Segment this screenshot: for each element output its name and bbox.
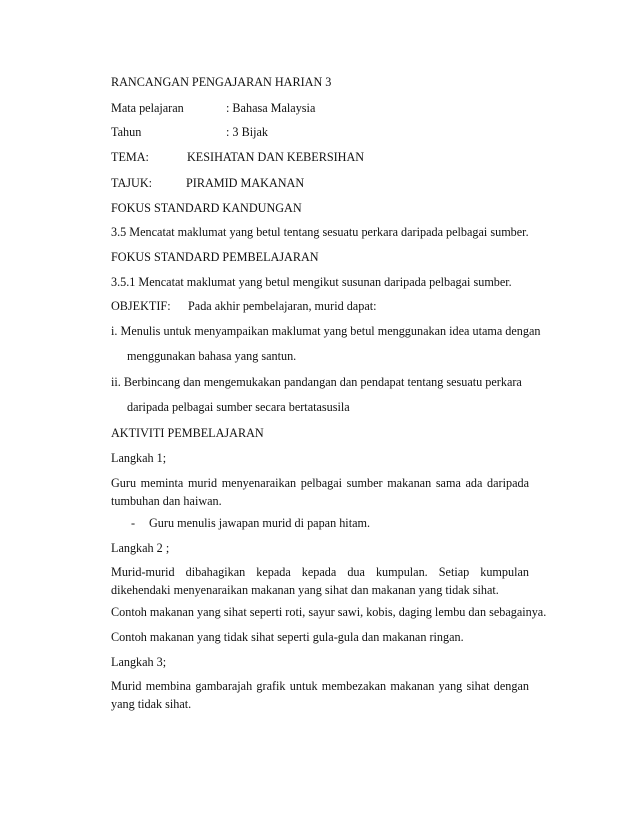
step-3-label: Langkah 3; [111, 655, 167, 669]
subject-label: Mata pelajaran [111, 101, 184, 115]
topic-label: TAJUK: [111, 176, 153, 190]
step-1-text: Guru meminta murid menyenaraikan pelbagai sumber makanan sama ada daripada tumbuhan dan haiwan. [111, 476, 529, 508]
objective-ii-line-2: daripada pelbagai sumber secara bertatasusila [127, 400, 350, 414]
step-2-label: Langkah 2 ; [111, 541, 170, 555]
objective-i-line-1: i. Menulis untuk menyampaikan maklumat yang betul menggunakan idea utama dengan [111, 324, 541, 338]
step-1-sub-dash: - [131, 516, 136, 530]
learning-standard-text: 3.5.1 Mencatat maklumat yang betul mengikut susunan daripada pelbagai sumber. [111, 275, 512, 289]
step-2-text: Murid-murid dibahagikan kepada kepada dua kumpulan. Setiap kumpulan dikehendaki menyenaraikan makanan yang sihat dan makanan yang tidak sihat. [111, 565, 529, 597]
step-1-sub-text: Guru menulis jawapan murid di papan hitam. [149, 516, 371, 530]
objective-intro: Pada akhir pembelajaran, murid dapat: [188, 299, 377, 313]
unhealthy-food-examples: Contoh makanan yang tidak sihat seperti gula-gula dan makanan ringan. [111, 630, 464, 644]
content-standard-heading: FOKUS STANDARD KANDUNGAN [111, 201, 302, 215]
topic-value: PIRAMID MAKANAN [186, 176, 305, 190]
content-standard-text: 3.5 Mencatat maklumat yang betul tentang sesuatu perkara daripada pelbagai sumber. [111, 225, 529, 239]
step-1-label: Langkah 1; [111, 451, 167, 465]
year-label: Tahun [111, 125, 142, 139]
document-title: RANCANGAN PENGAJARAN HARIAN 3 [111, 75, 332, 89]
step-3-text: Murid membina gambarajah grafik untuk membezakan makanan yang sihat dengan yang tidak sihat. [111, 679, 529, 711]
healthy-food-examples: Contoh makanan yang sihat seperti roti, sayur sawi, kobis, daging lembu dan sebagainya. [111, 605, 547, 619]
theme-value: KESIHATAN DAN KEBERSIHAN [187, 150, 365, 164]
activities-heading: AKTIVITI PEMBELAJARAN [111, 426, 264, 440]
objective-label: OBJEKTIF: [111, 299, 171, 313]
objective-ii-line-1: ii. Berbincang dan mengemukakan pandangan dan pendapat tentang sesuatu perkara [111, 375, 522, 389]
theme-label: TEMA: [111, 150, 149, 164]
subject-value: : Bahasa Malaysia [226, 101, 316, 115]
learning-standard-heading: FOKUS STANDARD PEMBELAJARAN [111, 250, 319, 264]
year-value: : 3 Bijak [226, 125, 268, 139]
objective-i-line-2: menggunakan bahasa yang santun. [127, 349, 297, 363]
